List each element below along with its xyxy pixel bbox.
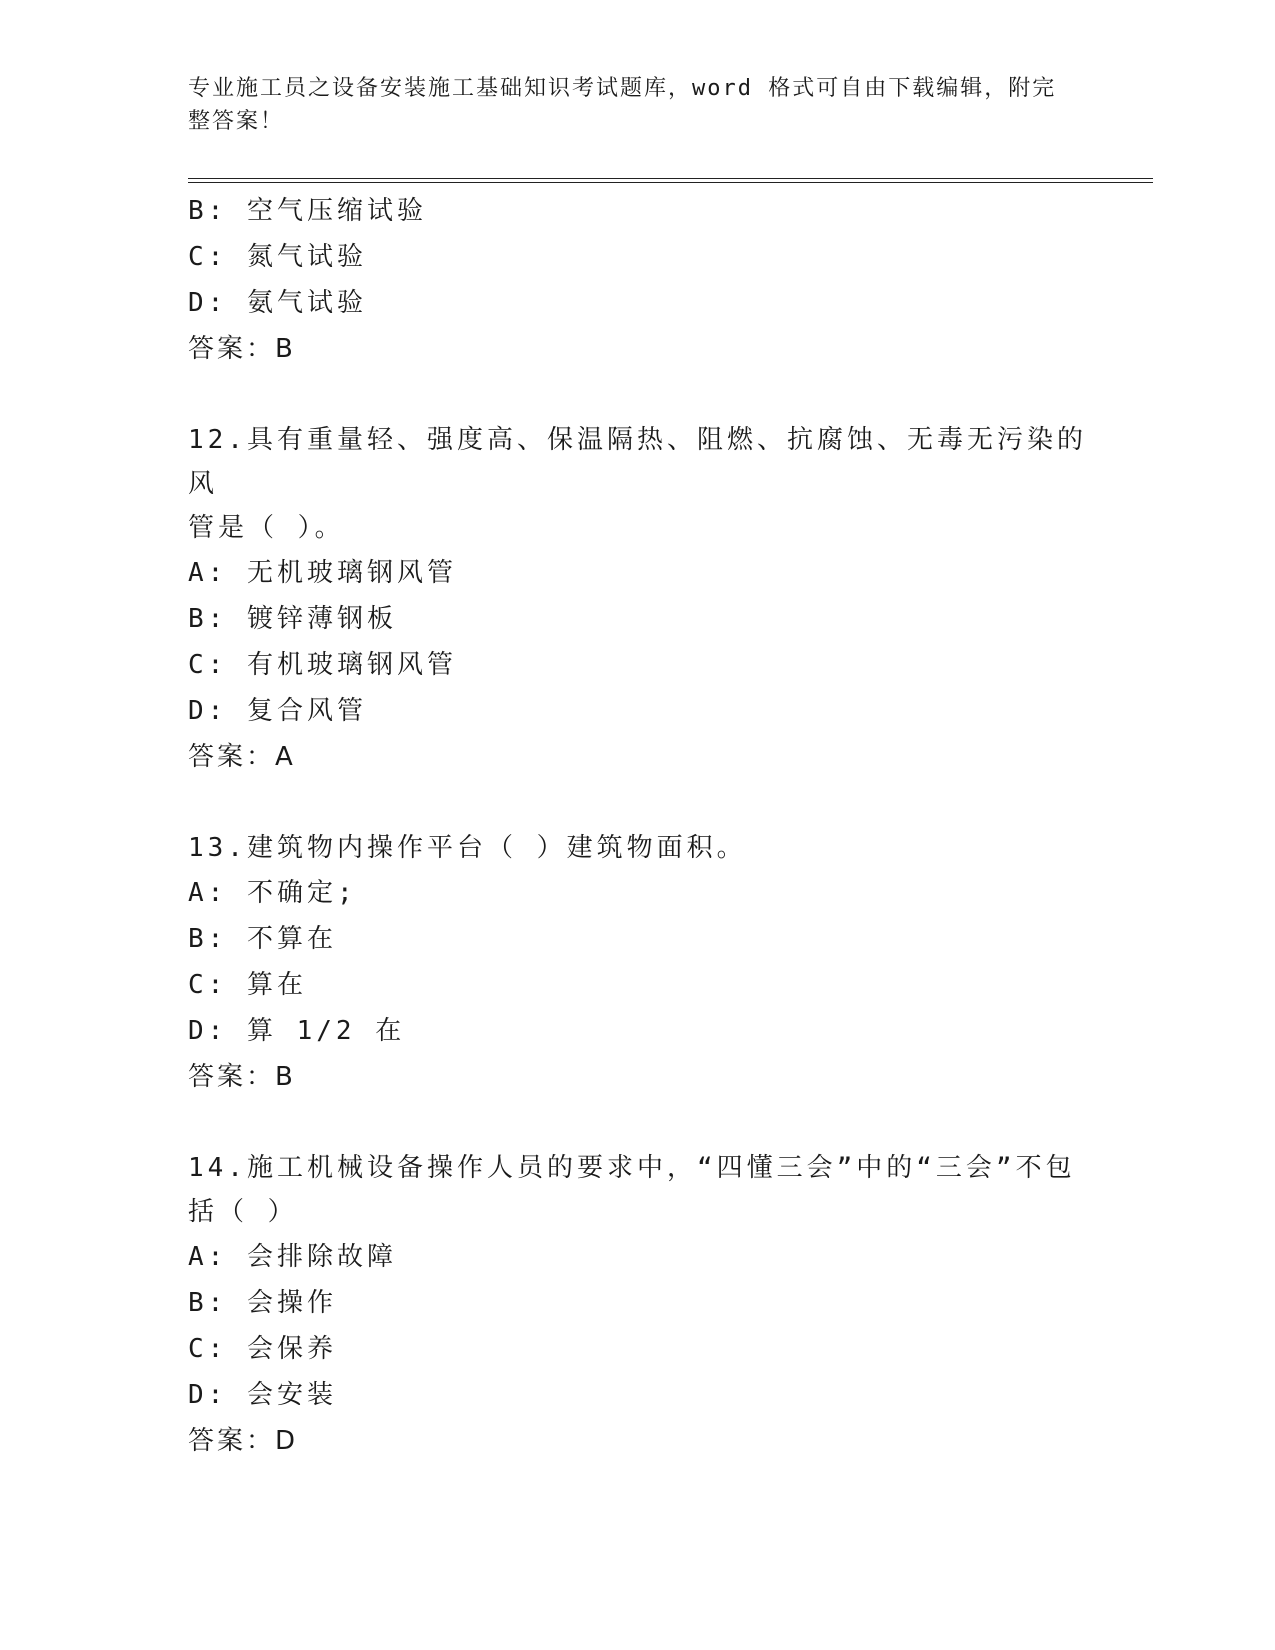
option-d: D: 氨气试验 <box>188 288 367 318</box>
option-c: C: 算在 <box>188 970 307 1000</box>
spacer <box>188 372 1088 418</box>
option-c: C: 会保养 <box>188 1334 337 1364</box>
question-text-line-2: 括（ ） <box>188 1197 298 1227</box>
option-b: B: 镀锌薄钢板 <box>188 604 397 634</box>
question-text-line-1: 12.具有重量轻、强度高、保温隔热、阻燃、抗腐蚀、无毒无污染的风 <box>188 425 1087 499</box>
option-d: D: 会安装 <box>188 1380 337 1410</box>
option-b: B: 不算在 <box>188 924 337 954</box>
answer-line: 答案：B <box>188 1062 296 1092</box>
answer-line: 答案：B <box>188 334 296 364</box>
question-12 <box>188 418 1088 780</box>
option-d: D: 复合风管 <box>188 696 367 726</box>
header-divider <box>188 178 1153 183</box>
option-d: D: 算 1/2 在 <box>188 1016 406 1046</box>
question-text-line-2: 管是（ ）。 <box>188 513 345 543</box>
header-line-2: 整答案！ <box>188 109 285 134</box>
header-line-1: 专业施工员之设备安装施工基础知识考试题库，word 格式可自由下载编辑，附完 <box>188 76 1057 101</box>
answer-line: 答案：D <box>188 1426 299 1456</box>
option-c: C: 有机玻璃钢风管 <box>188 650 457 680</box>
option-b: B: 空气压缩试验 <box>188 196 427 226</box>
document-header <box>188 72 1068 138</box>
option-a: A: 会排除故障 <box>188 1242 397 1272</box>
question-13 <box>188 826 1088 1100</box>
option-a: A: 无机玻璃钢风管 <box>188 558 457 588</box>
question-14 <box>188 1146 1088 1464</box>
question-text-line-1: 13.建筑物内操作平台（ ）建筑物面积。 <box>188 833 747 863</box>
option-c: C: 氮气试验 <box>188 242 367 272</box>
question-content <box>188 188 1088 1464</box>
option-a: A: 不确定; <box>188 878 357 908</box>
spacer <box>188 780 1088 826</box>
option-b: B: 会操作 <box>188 1288 337 1318</box>
question-11-continued <box>188 188 1088 372</box>
answer-line: 答案：A <box>188 742 296 772</box>
question-text-line-1: 14.施工机械设备操作人员的要求中，“四懂三会”中的“三会”不包 <box>188 1153 1076 1183</box>
spacer <box>188 1100 1088 1146</box>
